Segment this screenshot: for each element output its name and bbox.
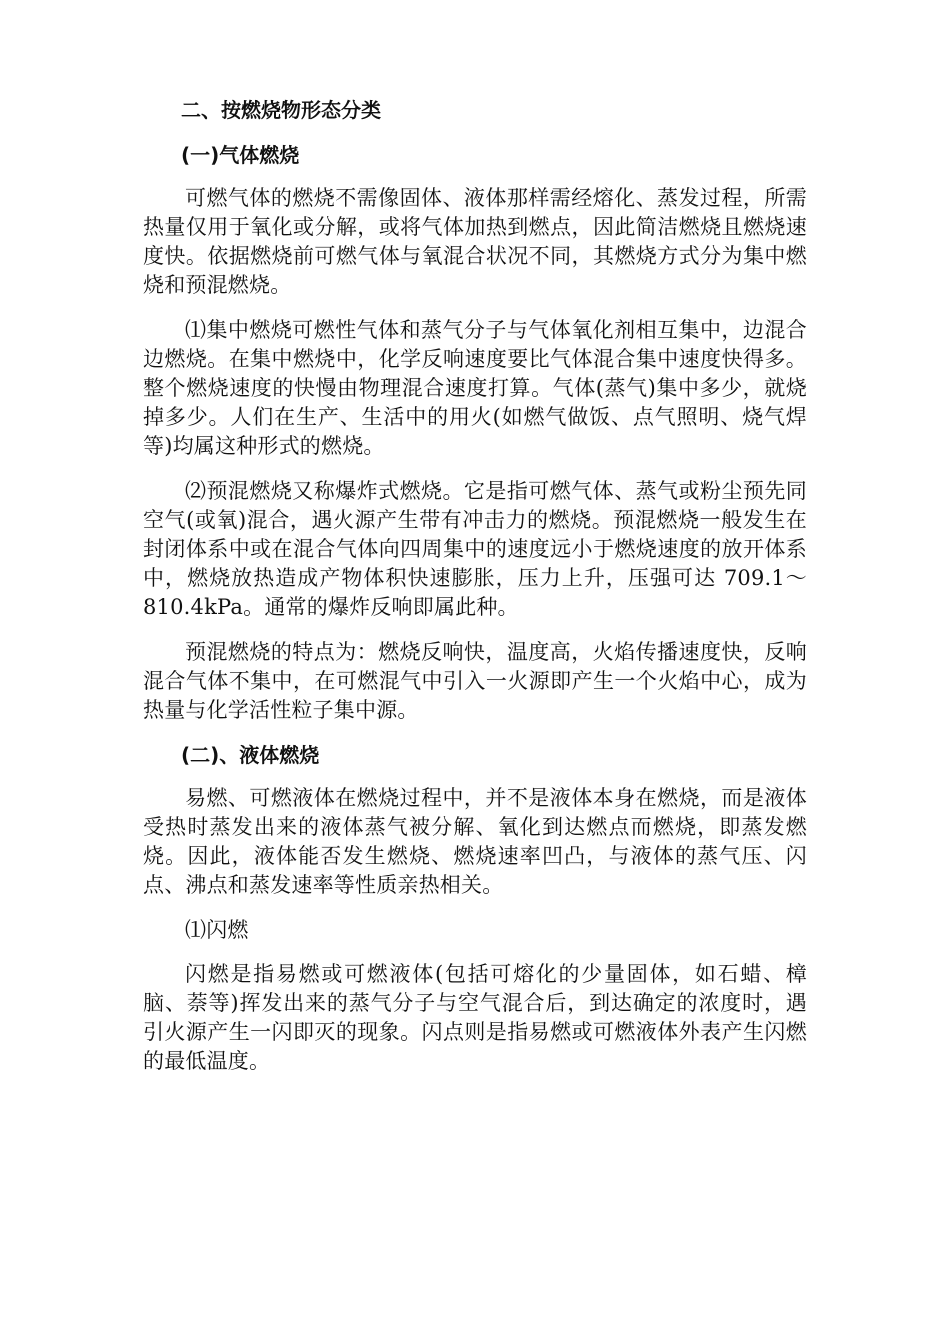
gas-combustion-paragraph-2: ⑴集中燃烧可燃性气体和蒸气分子与气体氧化剂相互集中，边混合边燃烧。在集中燃烧中，化学反响速度要比气体混合集中速度快得多。整个燃烧速度的快慢由物理混合速度打算。气体(蒸气)集中多少，就烧掉多少。人们在生产、生活中的用火(如燃气做饭、点气照明、烧气焊等)均属这种形式的燃烧。 (143, 318, 807, 458)
gas-combustion-paragraph-4: 预混燃烧的特点为：燃烧反响快，温度高，火焰传播速度快，反响混合气体不集中，在可燃混气中引入一火源即产生一个火焰中心，成为热量与化学活性粒子集中源。 (143, 640, 807, 722)
gas-combustion-paragraph-1: 可燃气体的燃烧不需像固体、液体那样需经熔化、蒸发过程，所需热量仅用于氧化或分解，或将气体加热到燃点，因此简洁燃烧且燃烧速度快。依据燃烧前可燃气体与氧混合状况不同，其燃烧方式分为集中燃烧和预混燃烧。 (143, 186, 807, 297)
document-body (143, 96, 807, 1092)
main-heading: 二、按燃烧物形态分类 (181, 98, 381, 122)
flash-fire-subheading: ⑴闪燃 (185, 918, 249, 942)
liquid-combustion-paragraph: 易燃、可燃液体在燃烧过程中，并不是液体本身在燃烧，而是液体受热时蒸发出来的液体蒸气被分解、氧化到达燃点而燃烧，即蒸发燃烧。因此，液体能否发生燃烧、燃烧速率凹凸，与液体的蒸气压、闪点、沸点和蒸发速率等性质亲热相关。 (143, 786, 807, 897)
flash-fire-paragraph: 闪燃是指易燃或可燃液体(包括可熔化的少量固体，如石蜡、樟脑、萘等)挥发出来的蒸气分子与空气混合后，到达确定的浓度时，遇引火源产生一闪即灭的现象。闪点则是指易燃或可燃液体外表产生闪燃的最低温度。 (143, 962, 807, 1073)
gas-combustion-paragraph-3: ⑵预混燃烧又称爆炸式燃烧。它是指可燃气体、蒸气或粉尘预先同空气(或氧)混合，遇火源产生带有冲击力的燃烧。预混燃烧一般发生在封闭体系中或在混合气体向四周集中的速度远小于燃烧速度的放开体系中，燃烧放热造成产物体积快速膨胀，压力上升，压强可达 709.1～810.4kPa。通常的爆炸反响即属此种。 (143, 479, 807, 619)
section-gas-combustion-title: (一)气体燃烧 (181, 143, 300, 167)
section-liquid-combustion-title: (二)、液体燃烧 (181, 743, 320, 767)
